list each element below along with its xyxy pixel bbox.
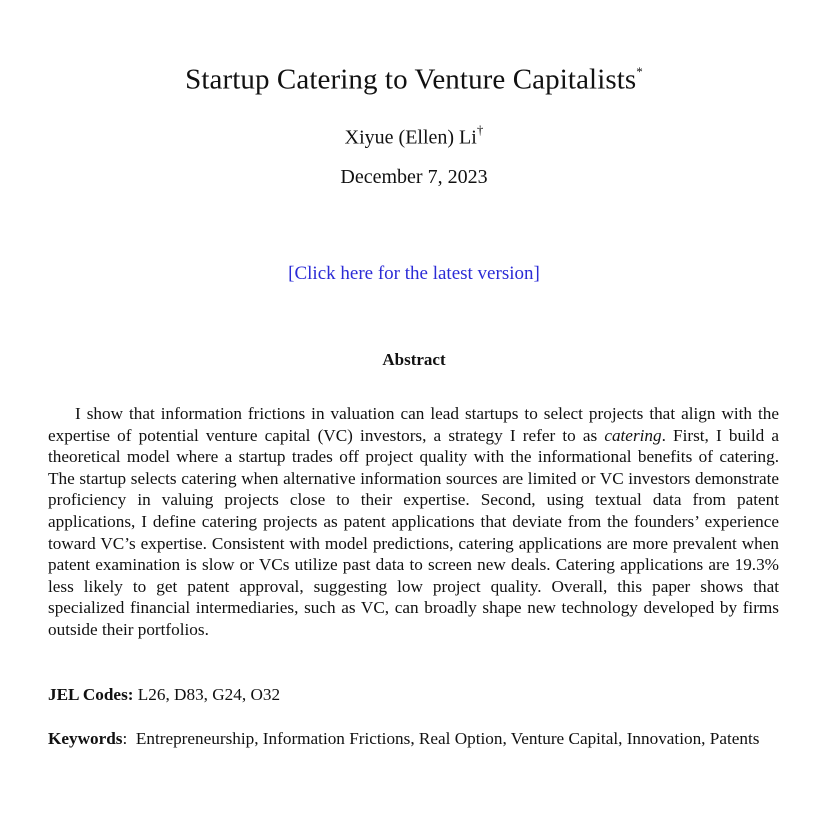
keywords-values: Entrepreneurship, Information Frictions, Real Option, Venture Capital, Innovation, Patents xyxy=(135,729,760,748)
abstract-emphasis: catering xyxy=(604,425,662,445)
jel-codes xyxy=(48,684,779,706)
paper-title xyxy=(0,54,828,100)
paper-date: December 7, 2023 xyxy=(340,166,488,188)
abstract-body xyxy=(48,403,779,641)
author-name-text: Xiyue (Ellen) Li xyxy=(344,126,477,149)
latest-version-link-container xyxy=(0,260,828,288)
paper-title-text: Startup Catering to Venture Capitalists xyxy=(185,63,637,96)
author-footnote-mark[interactable]: † xyxy=(476,122,484,137)
keywords-separator: : xyxy=(122,729,128,748)
keywords-label: Keywords xyxy=(48,729,123,748)
jel-values: L26, D83, G24, O32 xyxy=(137,685,281,704)
abstract-heading: Abstract xyxy=(382,350,446,369)
jel-label: JEL Codes: xyxy=(48,685,134,704)
abstract-text-part-2: . First, I build a theoretical model where a startup trades off project quality with the informational benefits of catering. The startup selects catering when alternative information sources are limited or VC investors demonstrate proficiency in valuing projects close to their expertise. Second, using textual data from patent applications, I define catering projects as patent applications that deviate from the founders’ experience toward VC’s expertise. Consistent with model predictions, catering applications are more prevalent when patent examination is slow or VCs utilize past data to screen new deals. Catering applications are 19.3% less likely to get patent approval, suggesting low project quality. Overall, this paper shows that specialized financial intermediaries, such as VC, can broadly shape new technology developed by firms outside their portfolios. xyxy=(48,425,779,639)
title-footnote-mark[interactable]: * xyxy=(636,64,643,79)
author-name xyxy=(0,117,828,153)
keywords xyxy=(48,728,779,750)
abstract-text-part-1: I show that information frictions in valuation can lead startups to select projects that align with the expertise of potential venture capital (VC) investors, a strategy I refer to as xyxy=(48,404,779,445)
latest-version-link[interactable]: [Click here for the latest version] xyxy=(288,263,540,284)
